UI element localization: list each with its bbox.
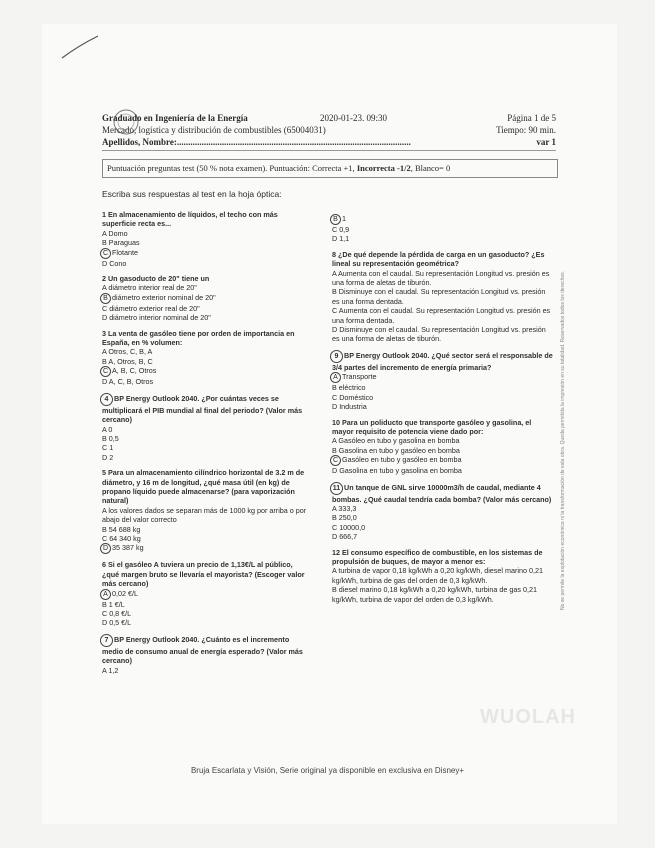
header-divider: [102, 150, 556, 151]
answer-text: A 333,3: [332, 503, 357, 513]
question: [332, 482, 554, 542]
answer-text: C 64 340 kg: [102, 533, 141, 543]
answer-option: [102, 229, 308, 238]
name-field-label: Apellidos, Nombre:........................................................................................................: [102, 137, 411, 147]
answer-option: [332, 393, 554, 402]
question-text: 1 En almacenamiento de líquidos, el techo con más superficie recta es...: [102, 210, 278, 229]
question: [332, 250, 554, 344]
question: [102, 468, 308, 554]
answer-text: diámetro exterior nominal de 20": [112, 292, 216, 302]
question-text: 2 Un gasoducto de 20" tiene un: [102, 274, 210, 284]
circled-answer-letter: D: [100, 543, 111, 554]
question-text: 8 ¿De qué depende la pérdida de carga en un gasoducto? ¿Es lineal su representación geométrica?: [332, 249, 545, 269]
question: [102, 560, 308, 627]
question: [102, 274, 308, 323]
answer-text: Transporte: [342, 372, 377, 382]
answer-option: [332, 566, 554, 585]
answer-text: D diámetro interior nominal de 20": [102, 313, 211, 323]
answer-text: B Gasolina en tubo y gasóleo en bomba: [332, 445, 460, 455]
answer-text: B 250,0: [332, 513, 357, 523]
answer-text: D 666,7: [332, 532, 358, 542]
question: [332, 350, 554, 412]
answer-text: A 1,2: [102, 665, 119, 675]
page-footer: Bruja Escarlata y Visión, Serie original ya disponible en exclusiva en Disney+: [190, 766, 465, 775]
answer-text: B diesel marino 0,18 kg/kWh a 0,20 kg/kWh, turbina de gas 0,21 kg/kWh, turbina de vapor del orden de 0,3 kg/kWh.: [332, 585, 537, 604]
answer-text: 35 387 kg: [112, 543, 144, 553]
answer-text: B A, Otros, B, C: [102, 356, 153, 366]
question: [332, 548, 554, 604]
question: [332, 214, 554, 244]
answer-option: [332, 455, 554, 466]
answer-text: B eléctrico: [332, 383, 366, 393]
question-text: BP Energy Outlook 2040. ¿Cuánto es el incremento medio de consumo anual de energía esperado? (Valor más cercano): [102, 634, 303, 666]
question-text: 5 Para un almacenamiento cilíndrico horizontal de 3.2 m de diámetro, y 16 m de longitud, ¿qué masa útil (en kg) de propano líquido puede almacenarse? (para vaporización natural): [102, 468, 305, 506]
answer-option: [102, 313, 308, 322]
answer-option: [102, 293, 308, 304]
answer-text: B Disminuye con el caudal. Su representación Longitud vs. presión es una forma dentada.: [332, 287, 546, 306]
answer-option: [332, 436, 554, 445]
answer-text: A los valores dados se separan más de 1000 kg por arriba o por abajo del valor correcto: [102, 505, 307, 525]
answer-text: 1: [342, 214, 346, 223]
answer-text: A 0: [102, 424, 113, 434]
course-name: Mercado, logística y distribución de combustibles (65004031): [102, 125, 326, 135]
question: [102, 210, 308, 268]
answer-text: B 1 €/L: [102, 599, 125, 609]
answer-option: [102, 525, 308, 534]
answer-text: A Gasóleo en tubo y gasolina en bomba: [332, 436, 460, 446]
answer-text: C diámetro exterior real de 20": [102, 303, 200, 313]
circled-question-number: 4: [100, 393, 113, 406]
question-title: [102, 634, 308, 666]
answer-text: C Doméstico: [332, 392, 374, 402]
answer-option: [332, 585, 554, 604]
scoring-text-bold: Incorrecta -1/2: [356, 163, 411, 173]
answer-option: [332, 446, 554, 455]
answer-option: [102, 443, 308, 452]
exam-datetime: 2020-01-23. 09:30: [320, 113, 387, 123]
answer-option: [102, 506, 308, 525]
question-title: [332, 548, 554, 567]
answer-text: D Disminuye con el caudal. Su representación Longitud vs. presión es una forma de aletas de tiburón.: [332, 325, 546, 344]
answer-option: [332, 214, 554, 225]
question-title: [332, 482, 554, 504]
exam-header: [102, 112, 556, 148]
answer-option: [102, 543, 308, 554]
answer-option: [332, 532, 554, 541]
answer-option: [102, 589, 308, 600]
answer-option: [102, 366, 308, 377]
answer-option: [102, 453, 308, 462]
answer-text: Gasóleo en tubo y gasóleo en bomba: [342, 455, 462, 465]
circled-question-number: 7: [100, 634, 113, 647]
question-title: [102, 329, 308, 348]
question: [332, 418, 554, 476]
answer-option: [102, 357, 308, 366]
question-text: BP Energy Outlook 2040. ¿Qué sector será el responsable de 3/4 partes del incremento de energía primaria?: [332, 350, 553, 372]
answer-text: 0,02 €/L: [112, 588, 138, 598]
answer-option: [102, 434, 308, 443]
answer-text: A Aumenta con el caudal. Su representación Longitud vs. presión es una forma de aletas de tiburón.: [332, 268, 550, 288]
answer-option: [102, 283, 308, 292]
answer-option: [332, 513, 554, 522]
degree-title: Graduado en Ingeniería de la Energía: [102, 113, 248, 123]
circled-answer-letter: C: [100, 366, 111, 377]
answer-text: C 1: [102, 443, 114, 453]
watermark: WUOLAH: [480, 706, 576, 728]
question-title: [332, 418, 554, 437]
answer-option: [332, 325, 554, 344]
exam-variant: var 1: [536, 137, 556, 147]
circled-question-number: 9: [330, 350, 343, 363]
answer-option: [102, 425, 308, 434]
answer-option: [102, 248, 308, 259]
answer-text: C Aumenta con el caudal. Su representación Longitud vs. presión es una forma dentada.: [332, 306, 551, 325]
scoring-text-a: Puntuación preguntas test (50 % nota examen). Puntuación: Correcta +1,: [107, 163, 357, 173]
answer-text: C 0,9: [332, 225, 350, 234]
answer-option: [332, 225, 554, 234]
answer-option: [102, 666, 308, 675]
question-title: [102, 210, 308, 229]
answer-option: [102, 600, 308, 609]
answer-option: [332, 383, 554, 392]
answer-text: B 0,5: [102, 433, 119, 443]
answer-option: [332, 466, 554, 475]
circled-answer-letter: B: [330, 214, 341, 225]
circled-answer-letter: B: [100, 293, 111, 304]
answer-option: [332, 287, 554, 306]
question: [102, 329, 308, 387]
answer-text: B 54 688 kg: [102, 524, 141, 534]
question-title: [102, 468, 308, 506]
question: [102, 393, 308, 462]
answer-option: [102, 609, 308, 618]
question: [102, 634, 308, 675]
left-question-column: [102, 210, 308, 681]
answer-option: [102, 534, 308, 543]
circled-answer-letter: C: [100, 248, 111, 259]
answer-text: A diámetro interior real de 20": [102, 283, 197, 293]
answer-option: [102, 618, 308, 627]
answer-option: [102, 304, 308, 313]
question-title: [102, 393, 308, 425]
answer-text: A Otros, C, B, A: [102, 347, 153, 357]
answer-option: [102, 238, 308, 247]
answer-text: D A, C, B, Otros: [102, 377, 154, 387]
answer-text: A, B, C, Otros: [112, 366, 157, 376]
answer-option: [332, 372, 554, 383]
question-text: Un tanque de GNL sirve 10000m3/h de caudal, mediante 4 bombas. ¿Qué caudal tendría cada bomba? (Valor más cercano): [332, 482, 552, 504]
circled-question-number: 11: [330, 482, 343, 495]
instructions: Escriba sus respuestas al test en la hoja óptica:: [102, 189, 282, 199]
question-text: BP Energy Outlook 2040. ¿Por cuántas veces se multiplicará el PIB mundial al final del periodo? (Valor más cercano): [102, 393, 303, 425]
answer-text: A Domo: [102, 228, 128, 238]
question-title: [332, 250, 554, 269]
answer-option: [332, 402, 554, 411]
question-title: [102, 274, 308, 283]
answer-text: C 0,8 €/L: [102, 609, 132, 618]
pen-stroke-mark: [60, 32, 100, 62]
question-text: 12 El consumo específico de combustible, en los sistemas de propulsión de buques, de mayor a menor es:: [332, 547, 543, 566]
question-text: 3 La venta de gasóleo tiene por orden de importancia en España, en % volumen:: [102, 328, 295, 348]
circled-answer-letter: C: [330, 455, 341, 466]
question-title: [332, 350, 554, 372]
answer-text: D Gasolina en tubo y gasolina en bomba: [332, 466, 462, 476]
answer-text: D Cono: [102, 258, 127, 268]
circled-answer-letter: A: [100, 589, 111, 600]
answer-text: Flotante: [112, 247, 138, 257]
question-title: [102, 560, 308, 588]
answer-text: D Industria: [332, 402, 367, 412]
question-text: 10 Para un poliducto que transporte gasóleo y gasolina, el mayor requisito de potencia viene dado por:: [332, 417, 532, 436]
answer-option: [332, 523, 554, 532]
answer-option: [102, 377, 308, 386]
answer-text: B Paraguas: [102, 238, 140, 248]
copyright-side-note: No se permite la explotación económica ni la transformación de esta obra. Queda permitida la impresión en su totalidad. Reservados todos los derechos.: [560, 270, 566, 610]
circled-answer-letter: A: [330, 372, 341, 383]
answer-text: C 10000,0: [332, 522, 366, 532]
answer-option: [332, 306, 554, 325]
answer-text: D 2: [102, 452, 114, 462]
page-number: Página 1 de 5: [507, 113, 556, 123]
exam-time: Tiempo: 90 min.: [496, 125, 556, 135]
answer-option: [102, 259, 308, 268]
answer-option: [332, 234, 554, 243]
answer-text: D 1,1: [332, 234, 350, 244]
scoring-box: [102, 159, 558, 178]
answer-option: [332, 504, 554, 513]
right-question-column: [332, 214, 554, 610]
answer-text: A turbina de vapor 0,18 kg/kWh a 0,20 kg/kWh, diesel marino 0,21 kg/kWh, turbina de gas del orden de 0,3 kg/kWh.: [332, 566, 543, 585]
answer-option: [332, 269, 554, 288]
question-text: 6 Si el gasóleo A tuviera un precio de 1,13€/L al público, ¿qué margen bruto se llevaría el mayorista? (Escoger valor más cercano): [102, 560, 305, 589]
answer-option: [102, 347, 308, 356]
answer-text: D 0,5 €/L: [102, 618, 132, 628]
scoring-text-b: , Blanco= 0: [410, 163, 451, 173]
